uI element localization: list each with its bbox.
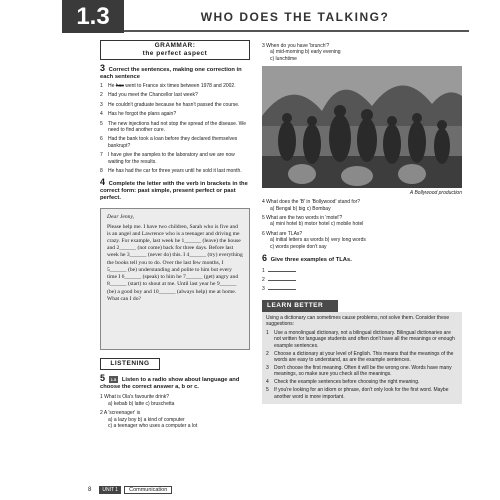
item-number: 4 <box>266 379 269 386</box>
unit-label: UNIT 1 <box>99 486 121 494</box>
bollywood-photo-image <box>262 66 462 188</box>
mc-question <box>100 394 250 407</box>
list-item <box>100 121 250 134</box>
list-item <box>266 351 458 364</box>
question-4 <box>262 199 462 212</box>
item-text: He couldn't graduate because he hasn't passed the course. <box>108 101 240 108</box>
item-number: 5 <box>100 120 103 127</box>
answer-line: 2 <box>262 276 462 285</box>
exercise-4-heading: 4 Complete the letter with the verb in brackets in the correct form: past simple, present perfect or past perfect. <box>100 177 248 202</box>
mc-options: a) kebab b) latte c) bruschetta <box>108 400 175 407</box>
item-number: 3 <box>266 364 269 371</box>
item-number: 4 <box>100 111 103 118</box>
question-5 <box>262 215 462 228</box>
list-item <box>100 92 250 98</box>
item-text: If you're looking for an idiom or phrase, don't only look for the first word. Maybe another word is more important. <box>274 387 449 400</box>
mc-question-text: 6 What are TLAs? <box>262 230 303 237</box>
page-title: WHO DOES THE TALKING? <box>200 10 390 24</box>
list-item <box>100 168 250 174</box>
letter-body: Please help me. I have two children, Sarah who is five and is an angel and Lawrence who is a teenager and driving me crazy. For example, last week he 1______ (leave) the house and 2______ (not come) back for three days. Before last week he 3______ (never do) this. I 4______ (try) everything the books tell you to do. Over the last few months, I 5______ (be) understanding and polite to him but every time I 6______ (speak) to him he 7______ (get) angry and 8______ (start) to shout at me. Until last year he 9______ (be) a good boy and 10______ (always help) me at home. What can I do? <box>107 223 243 302</box>
list-item <box>100 102 250 108</box>
letter-box <box>100 208 250 350</box>
item-text: Had the bank took a loan before they declared themselves bankrupt? <box>108 136 238 149</box>
item-number: 2 <box>100 92 103 99</box>
list-item <box>266 379 458 385</box>
list-item <box>266 330 458 349</box>
mc-question <box>100 410 250 429</box>
exercise-5-heading: 5 1.5 Listen to a radio show about language and choose the correct answer a, b or c. <box>100 373 240 391</box>
mc-options: a) mini hotel b) motor hotel c) mobile hotel <box>270 221 364 228</box>
mc-question-text: 2 A 'screenager' is <box>100 410 141 417</box>
bollywood-photo <box>262 66 462 188</box>
grammar-section-label: GRAMMAR: the perfect aspect <box>100 40 250 60</box>
unit-number-badge: 1.3 <box>62 0 124 33</box>
mc-question <box>262 43 462 62</box>
listening-section-label: LISTENING <box>100 358 160 370</box>
list-item <box>266 387 458 400</box>
mc-options: c) a teenager who uses a computer a lot <box>108 423 198 430</box>
mc-question-text: 4 What does the 'B' in 'Bollywood' stand for? <box>262 199 361 206</box>
answer-line: 3 <box>262 285 462 294</box>
right-column <box>262 40 462 404</box>
mc-options: a) mid-morning b) early evening <box>270 49 341 56</box>
item-text: He has had the car for three years until he sold it last month. <box>108 168 242 175</box>
mc-options: c) words people don't say <box>270 243 327 250</box>
item-number: 2 <box>266 350 269 357</box>
item-number: 1 <box>266 329 269 336</box>
mc-options: c) lunchtime <box>270 55 297 62</box>
item-text: Check the example sentences before choosing the right meaning. <box>274 379 420 386</box>
mc-options: a) initial letters as words b) very long words <box>270 237 366 244</box>
list-item <box>100 136 250 149</box>
struck-word: has <box>115 83 124 89</box>
item-number: 7 <box>100 152 103 159</box>
mc-question-text: 5 What are the two words in 'motel'? <box>262 215 343 222</box>
learn-better-label: LEARN BETTER <box>262 300 338 312</box>
item-text: Choose a dictionary at your level of English. This means that the meanings of the words are easy to understand, as are the example sentences. <box>274 350 454 363</box>
exercise-3-heading: 3 Correct the sentences, making one correction in each sentence <box>100 63 242 80</box>
learn-better-box <box>262 300 462 404</box>
unit-name: Communication <box>124 486 172 494</box>
exercise-6-heading: 6 Give three examples of TLAs. <box>262 253 352 264</box>
mc-options: a) a lazy boy b) a kind of computer <box>108 416 185 423</box>
item-text: Use a monolingual dictionary, not a bilingual dictionary. Bilingual dictionaries are not written for language students and often don't have all the meanings or enough example sentences. <box>274 329 455 349</box>
item-text: Had you meet the Chancellor last week? <box>108 92 198 99</box>
list-item <box>100 111 250 117</box>
blank-line <box>268 289 296 290</box>
item-text: I have give the samples to the laboratory and we are now waiting for the results. <box>108 152 235 165</box>
item-text: He has went to France six times between 1978 and 2002. <box>108 83 236 89</box>
item-number: 5 <box>266 387 269 394</box>
mc-question <box>262 231 462 250</box>
item-number: 1 <box>100 83 103 89</box>
item-text: The new injections had not stop the spread of the disease. We need to find another cure. <box>108 120 247 134</box>
item-text: Has he forgot the plans again? <box>108 111 177 118</box>
mc-options: a) Bengal b) big c) Bombay <box>270 205 331 212</box>
audio-track-icon: 1.5 <box>110 377 117 383</box>
question-3 <box>262 43 462 62</box>
list-item <box>100 152 250 165</box>
list-item <box>100 83 250 89</box>
blank-line <box>268 271 296 272</box>
exercise-5-items <box>100 394 250 429</box>
letter-salutation: Dear Jenny, <box>107 214 135 221</box>
left-column <box>100 40 250 430</box>
answer-line: 1 <box>262 267 462 276</box>
mc-question-text: 3 When do you have 'brunch'? <box>262 43 330 49</box>
mc-question <box>262 199 462 212</box>
exercise-3-items <box>100 83 250 174</box>
photo-caption: A Bollywood production <box>409 190 462 197</box>
learn-better-items <box>266 330 458 400</box>
item-text: Don't choose the first meaning. Often it will be the wrong one. Words have many meanings, so make sure you check all the meanings. <box>274 364 452 378</box>
page-footer <box>88 486 172 494</box>
learn-better-body: Using a dictionary can sometimes cause problems, not solve them. Consider these suggestions: 1 Use a monolingual dictionary, not a bilingual dictionary. Bilingual dictionaries are not written for language students and often don't have all the meanings or enough example sentences. 2 Choose a dictionary at your level of English. This means that the meanings of the words are easy to understand, as are the example sentences. 3 Don't choose the first meaning. Often it will be the wrong one. Words have many meanings, so make sure you check all the meanings. 4 Check the example sentences before choosing the right meaning. 5 If you're looking for an idiom or phrase, don't only look for the first word. Maybe another word is more important. <box>262 312 462 404</box>
item-number: 8 <box>100 168 103 175</box>
mc-question-text: 1 What is Ola's favourite drink? <box>100 394 170 401</box>
question-6 <box>262 231 462 250</box>
mc-question <box>262 215 462 228</box>
item-number: 6 <box>100 136 103 143</box>
title-rule <box>124 30 469 32</box>
item-number: 3 <box>100 101 103 108</box>
blank-line <box>268 280 296 281</box>
tla-answer-lines <box>262 267 462 294</box>
list-item <box>266 365 458 378</box>
page-number: 8 <box>88 487 92 493</box>
